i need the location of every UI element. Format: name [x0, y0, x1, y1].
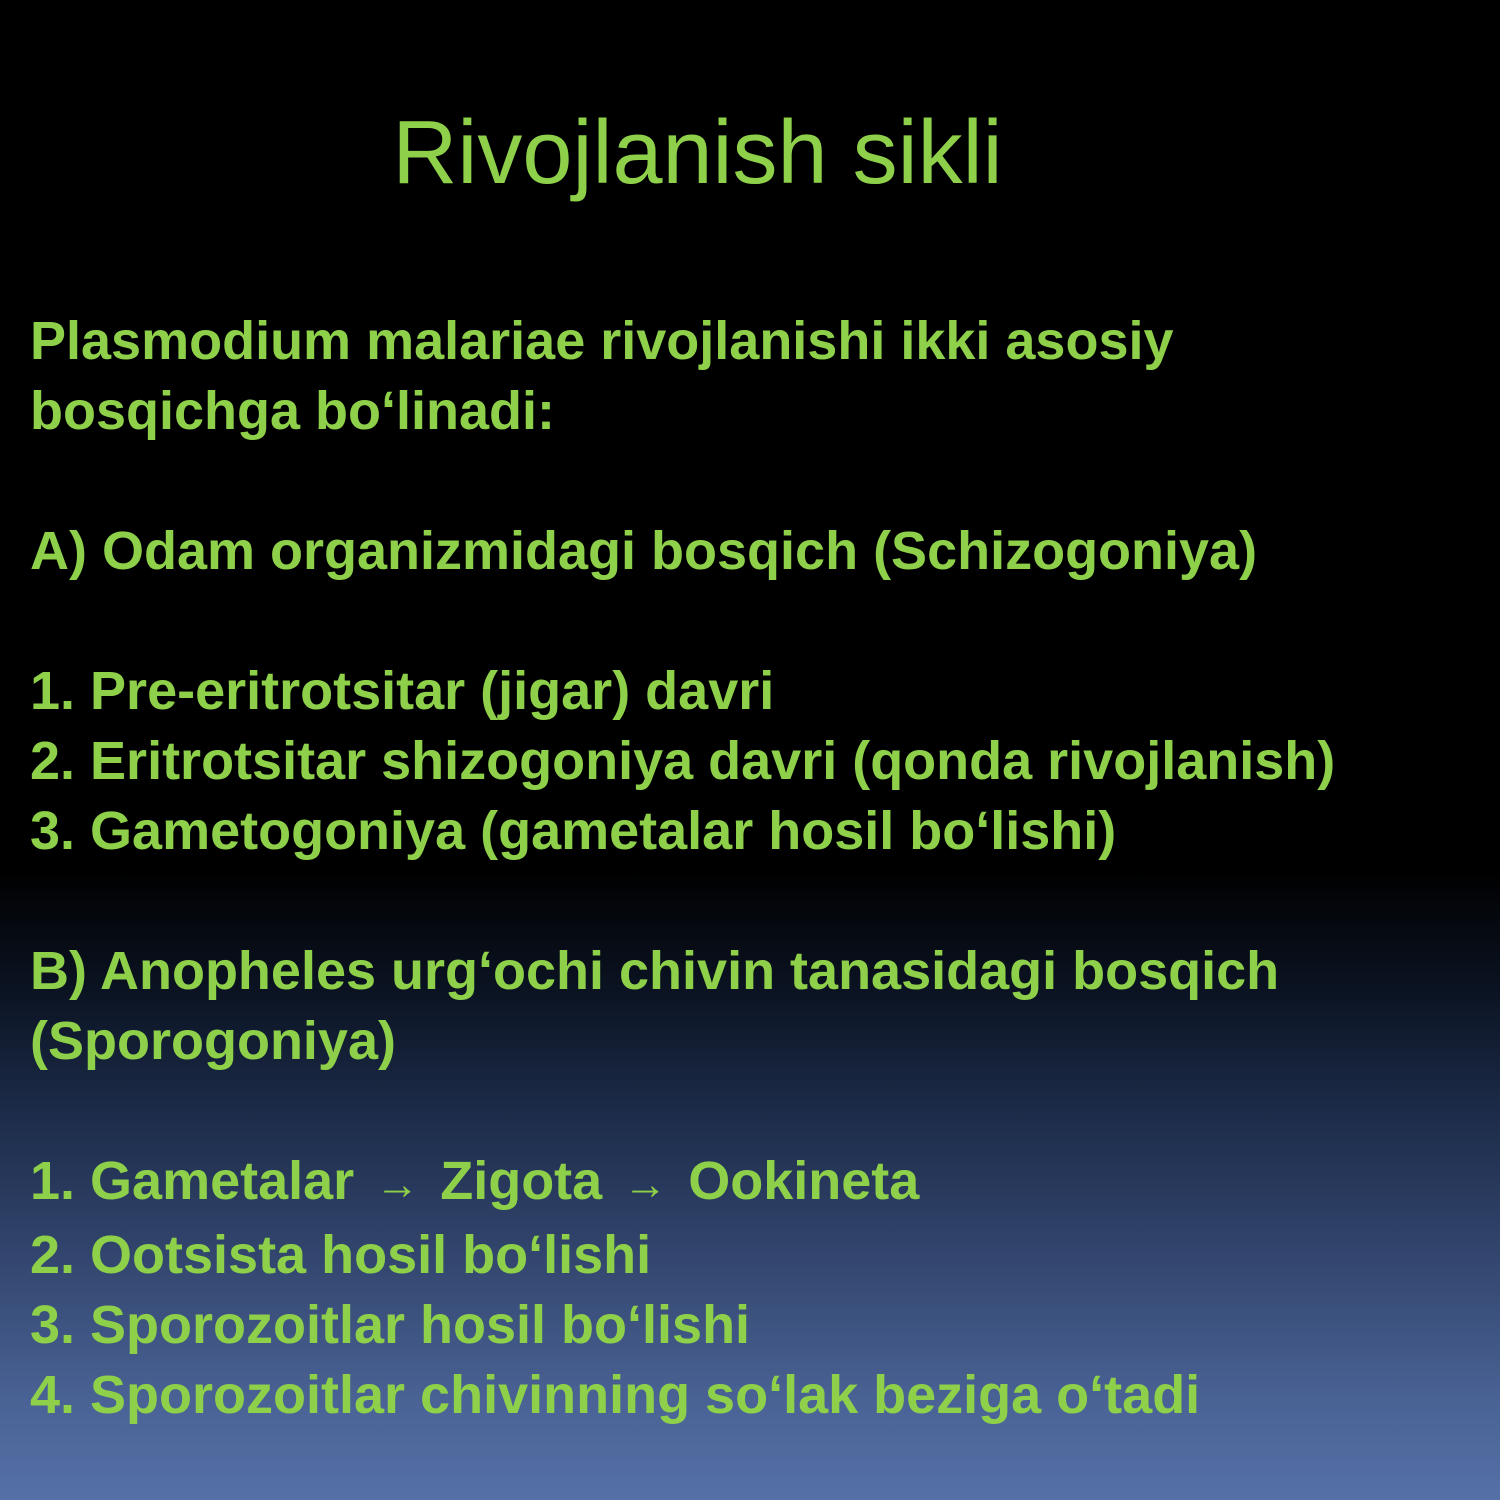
intro-line-2: bosqichga bo‘linadi: — [30, 381, 555, 441]
spacer — [30, 446, 1480, 516]
section-a-heading: A) Odam organizmidagi bosqich (Schizogoniya) — [30, 521, 1258, 581]
section-a-item-2: 2. Eritrotsitar shizogoniya davri (qonda rivojlanish) — [30, 731, 1336, 791]
section-b-heading-line-1: B) Anopheles urg‘ochi chivin tanasidagi bosqich — [30, 941, 1280, 1001]
section-b-item-4: 4. Sporozoitlar chivinning so‘lak beziga o‘tadi — [30, 1365, 1201, 1425]
slide-title: Rivojlanish sikli — [392, 103, 1003, 203]
spacer — [30, 866, 1480, 936]
section-b-item-2: 2. Ootsista hosil bo‘lishi — [30, 1225, 652, 1285]
section-b-heading-line-2: (Sporogoniya) — [30, 1011, 396, 1071]
item-1-middle: Zigota — [440, 1151, 603, 1211]
section-b-item-1 — [30, 1146, 1480, 1220]
arrow-right-icon: → — [623, 1160, 668, 1209]
arrow-right-icon: → — [375, 1160, 420, 1209]
spacer — [30, 586, 1480, 656]
section-b-item-3: 3. Sporozoitlar hosil bo‘lishi — [30, 1295, 751, 1355]
spacer — [30, 1076, 1480, 1146]
item-1-end: Ookineta — [688, 1151, 920, 1211]
section-a-item-1: 1. Pre-eritrotsitar (jigar) davri — [30, 661, 775, 721]
section-a-item-3: 3. Gametogoniya (gametalar hosil bo‘lishi) — [30, 801, 1117, 861]
item-1-prefix: 1. Gametalar — [30, 1151, 355, 1211]
slide-body — [30, 306, 1480, 1430]
intro-line-1: Plasmodium malariae rivojlanishi ikki asosiy — [30, 311, 1174, 371]
